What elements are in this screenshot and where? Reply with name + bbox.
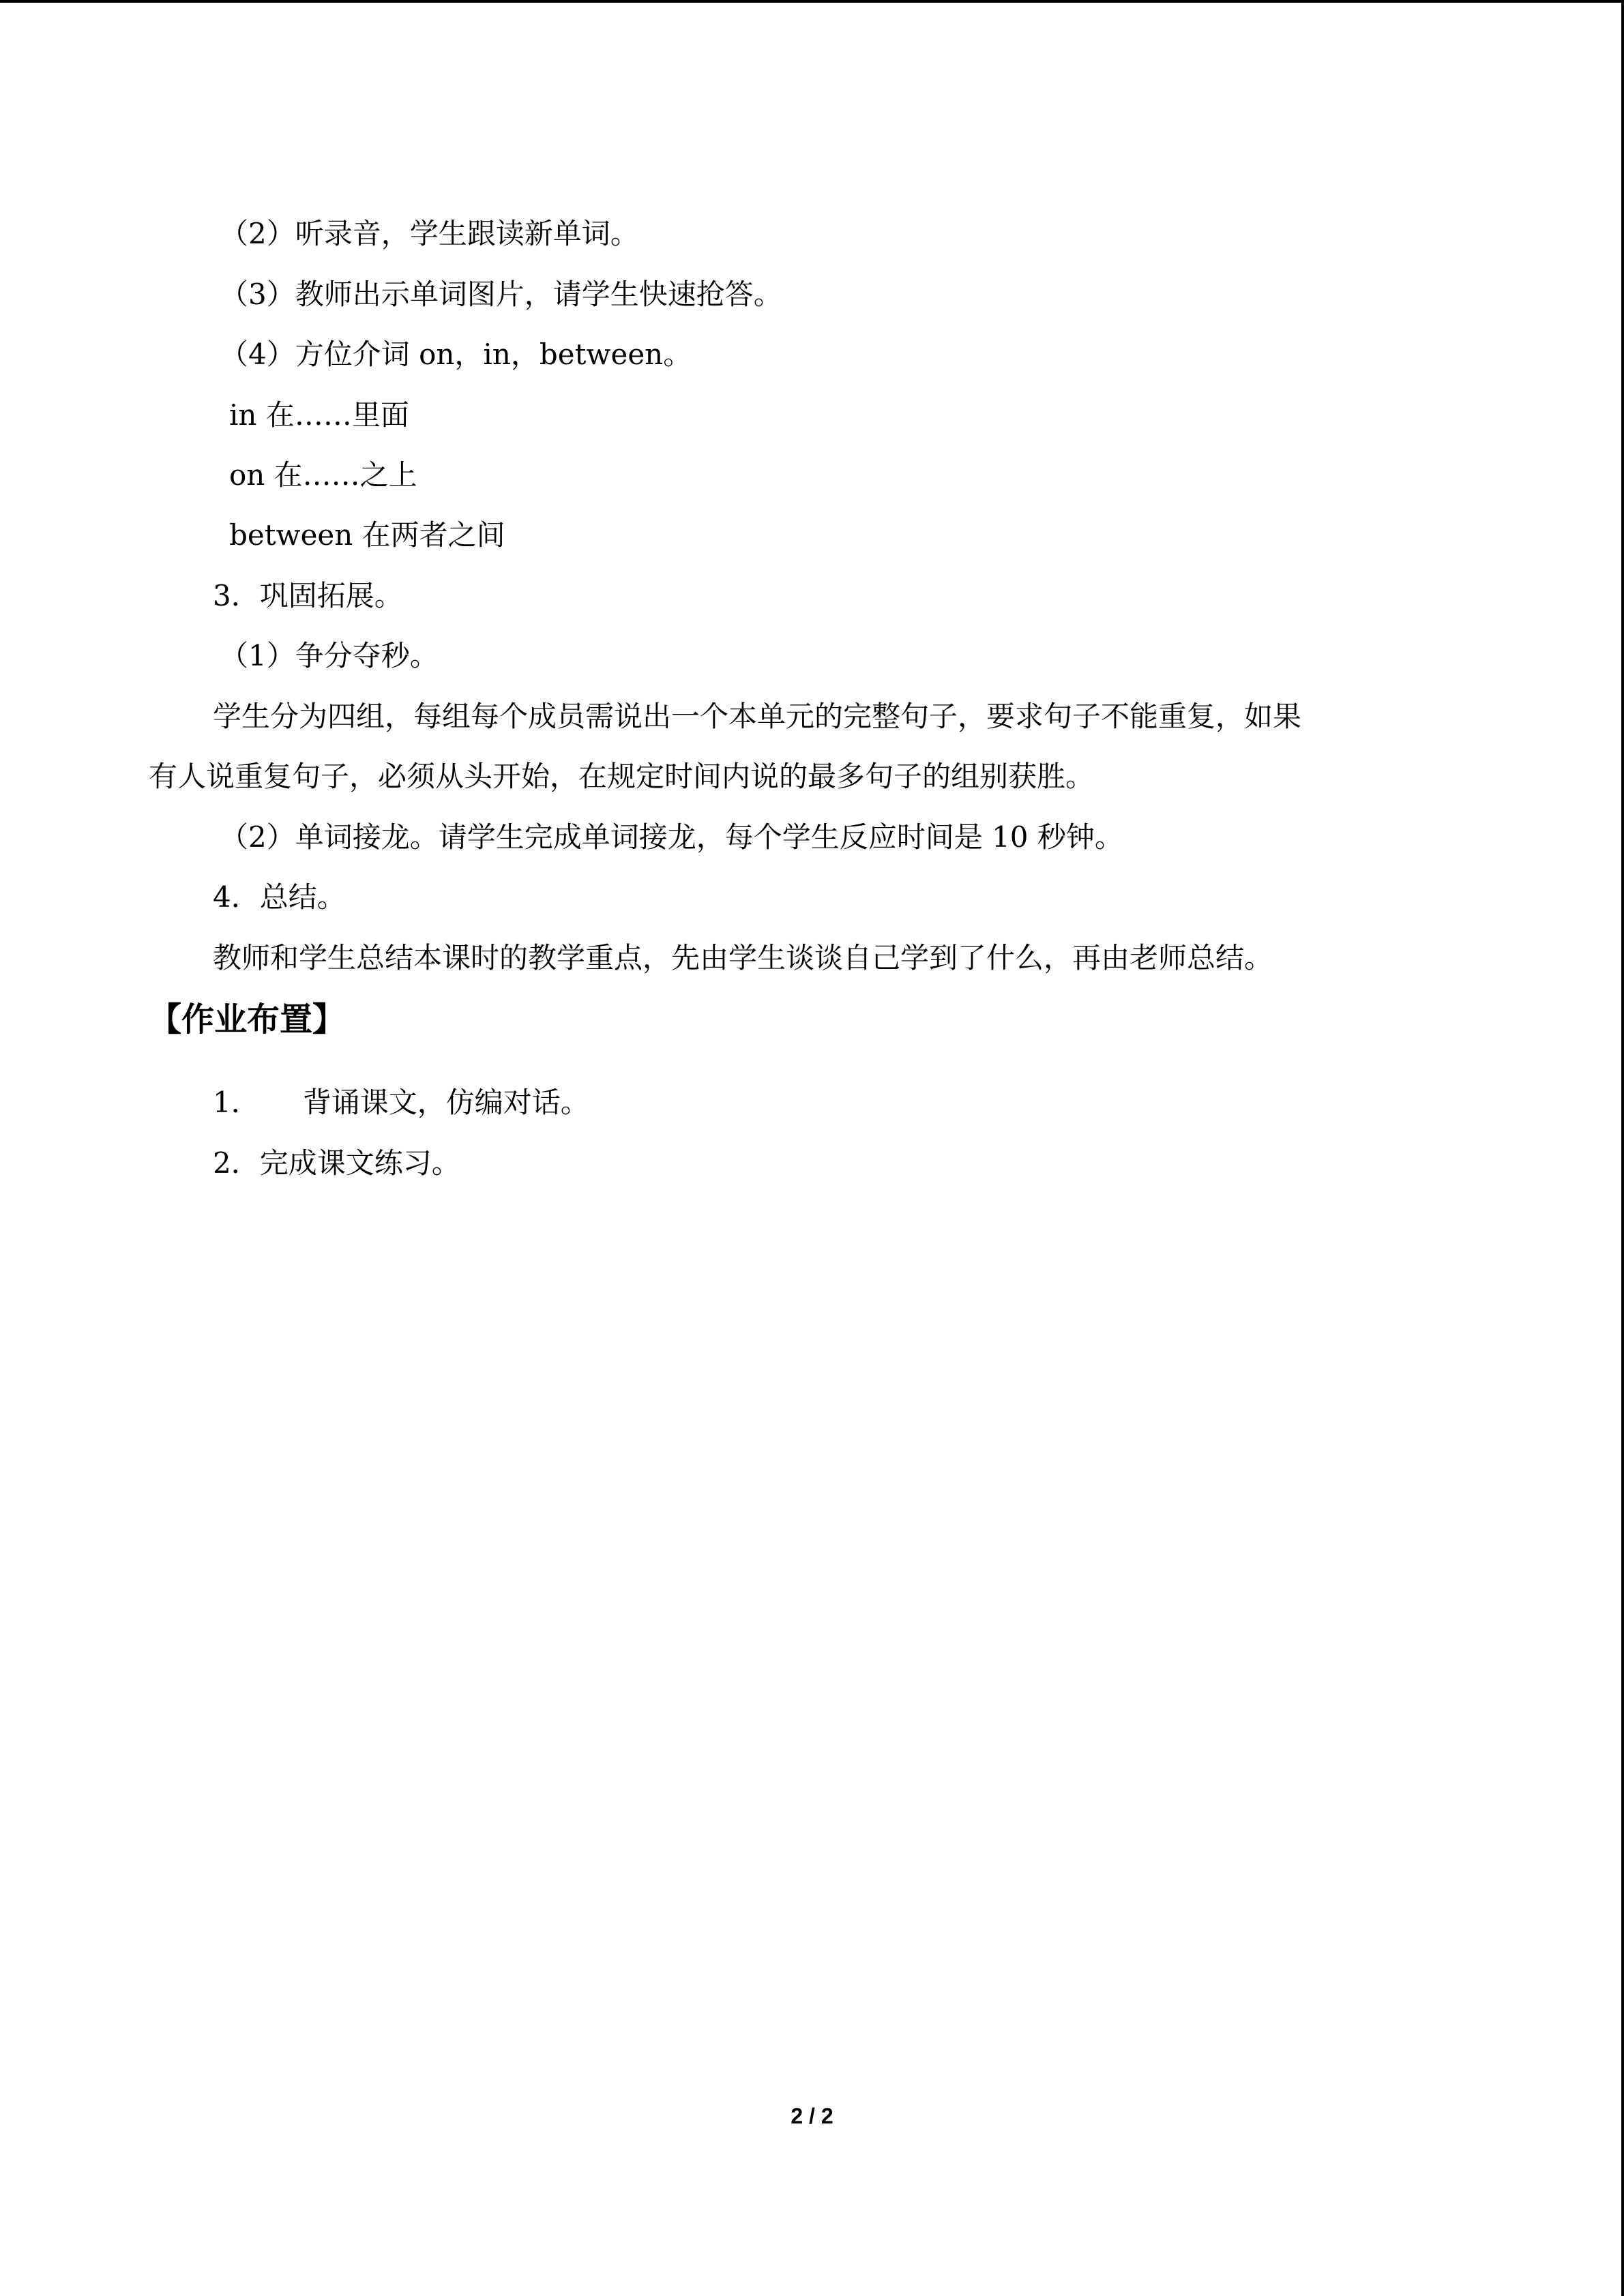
text-line: in 在……里面 [229,398,409,432]
text-line: （1）争分夺秒。 [220,639,439,672]
right-border [1621,0,1624,2296]
text-line: 4．总结。 [213,880,346,914]
text-line: （2）听录音，学生跟读新单词。 [220,217,639,250]
top-border [0,0,1624,3]
text-line: （3）教师出示单词图片，请学生快速抢答。 [220,278,782,311]
text-line: 3．巩固拓展。 [213,579,403,612]
homework-item: 2．完成课文练习。 [213,1146,460,1180]
text-line: （4）方位介词 on，in，between。 [220,338,692,371]
text-line: （2）单词接龙。请学生完成单词接龙，每个学生反应时间是 10 秒钟。 [220,820,1123,854]
paragraph-line: 教师和学生总结本课时的教学重点，先由学生谈谈自己学到了什么，再由老师总结。 [213,941,1273,974]
text-line: between 在两者之间 [229,518,505,552]
homework-item: 1． 背诵课文，仿编对话。 [213,1086,589,1119]
paragraph-line: 学生分为四组，每组每个成员需说出一个本单元的完整句子，要求句子不能重复，如果 [213,700,1302,733]
paragraph-line: 有人说重复句子，必须从头开始，在规定时间内说的最多句子的组别获胜。 [149,760,1095,793]
text-line: on 在……之上 [229,458,417,492]
section-heading: 【作业布置】 [149,1000,346,1039]
page-number: 2 / 2 [791,2104,833,2128]
